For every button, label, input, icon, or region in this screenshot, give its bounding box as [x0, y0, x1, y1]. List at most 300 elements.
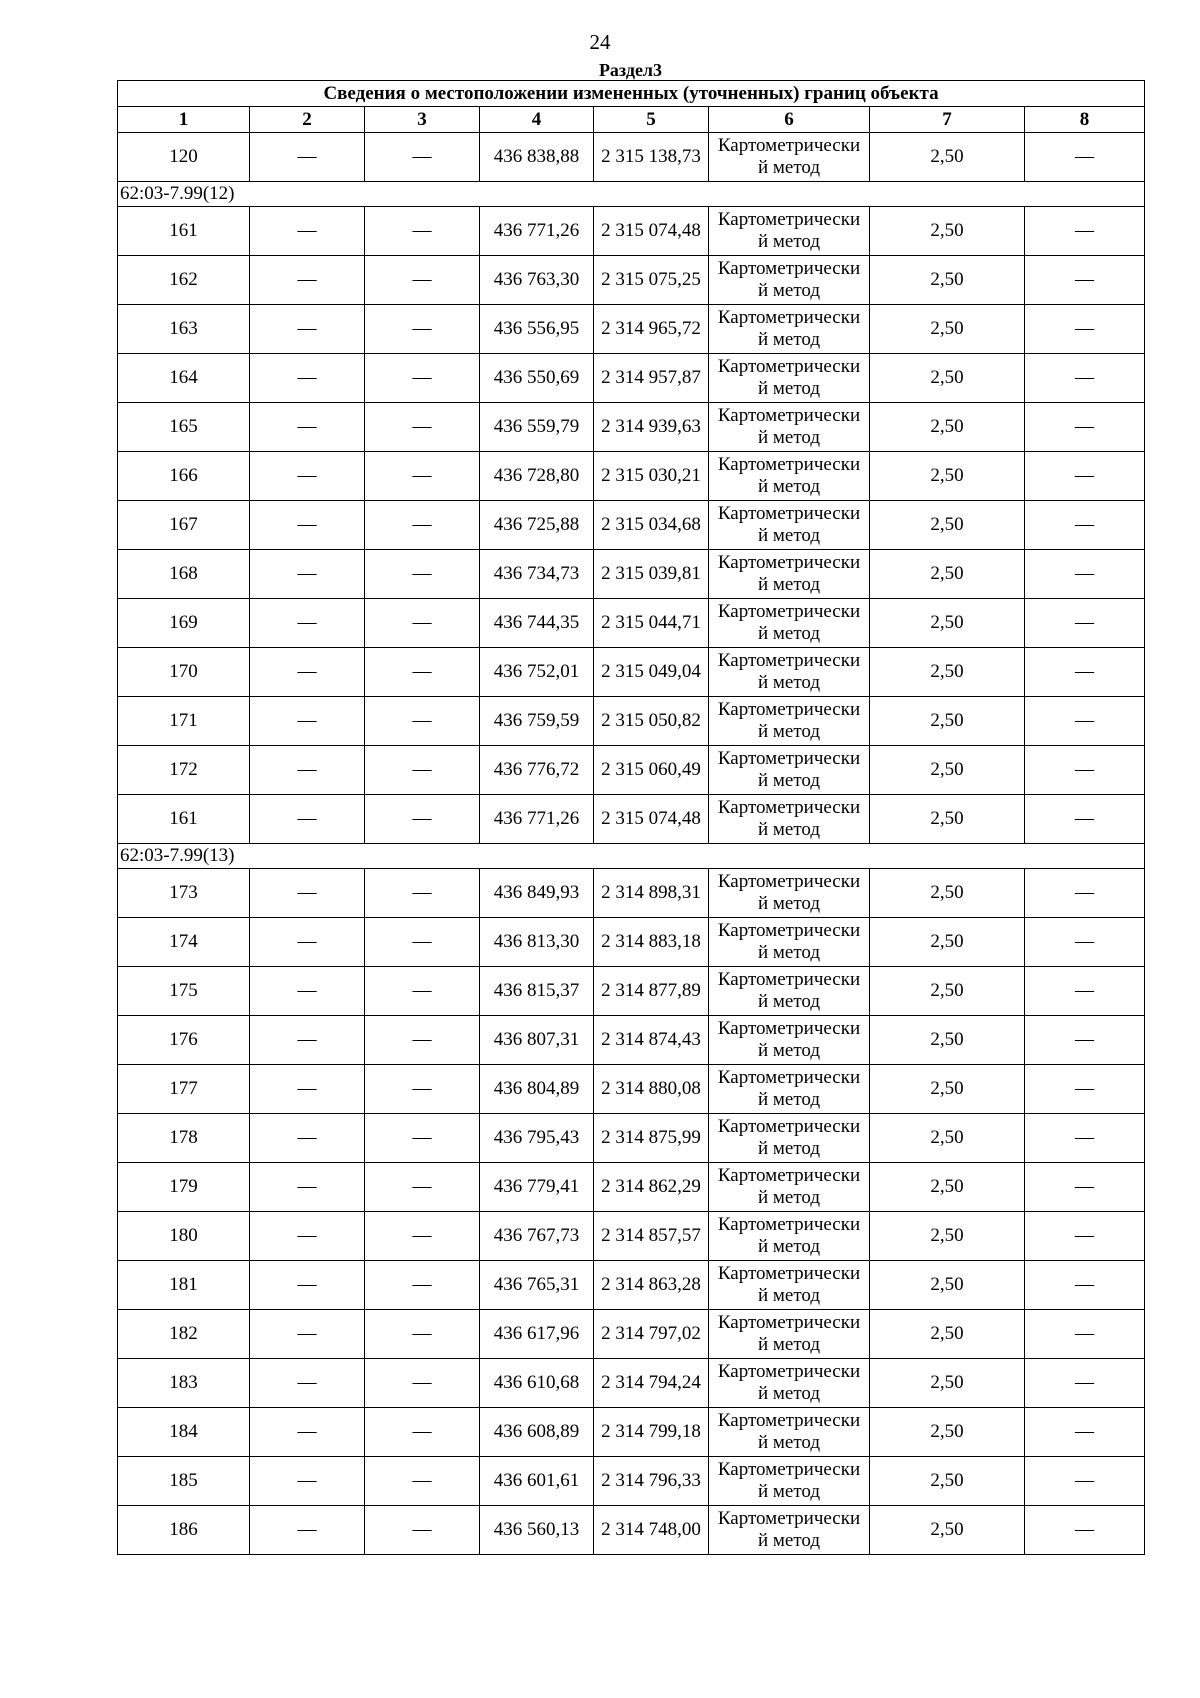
point-number: 174 — [118, 918, 250, 967]
col-2-value: — — [250, 1457, 365, 1506]
point-number: 186 — [118, 1506, 250, 1555]
point-number: 183 — [118, 1359, 250, 1408]
col-3-value: — — [365, 501, 480, 550]
header-col-7: 7 — [870, 107, 1025, 133]
table-row — [118, 1506, 1145, 1555]
accuracy-value: 2,50 — [870, 1359, 1025, 1408]
method-line-1: Картометрически — [717, 797, 861, 818]
table-row — [118, 550, 1145, 599]
point-number: 181 — [118, 1261, 250, 1310]
table-row — [118, 1016, 1145, 1065]
x-coordinate: 436 849,93 — [480, 869, 594, 918]
col-2-value: — — [250, 1163, 365, 1212]
table-row — [118, 354, 1145, 403]
point-number: 172 — [118, 746, 250, 795]
method-line-2: й метод — [757, 893, 821, 914]
col-2-value: — — [250, 967, 365, 1016]
point-number: 178 — [118, 1114, 250, 1163]
method-cell — [709, 207, 870, 256]
table-title-row — [118, 81, 1145, 107]
point-number: 185 — [118, 1457, 250, 1506]
method-line-1: Картометрически — [717, 871, 861, 892]
col-3-value: — — [365, 1065, 480, 1114]
col-8-value: — — [1025, 1114, 1145, 1163]
x-coordinate: 436 728,80 — [480, 452, 594, 501]
point-number: 182 — [118, 1310, 250, 1359]
method-line-2: й метод — [757, 1040, 821, 1061]
col-8-value: — — [1025, 133, 1145, 182]
y-coordinate: 2 314 863,28 — [594, 1261, 709, 1310]
method-cell — [709, 1359, 870, 1408]
col-2-value: — — [250, 550, 365, 599]
col-3-value: — — [365, 133, 480, 182]
col-3-value: — — [365, 403, 480, 452]
table-row — [118, 869, 1145, 918]
point-number: 169 — [118, 599, 250, 648]
accuracy-value: 2,50 — [870, 918, 1025, 967]
accuracy-value: 2,50 — [870, 403, 1025, 452]
col-8-value: — — [1025, 403, 1145, 452]
col-8-value: — — [1025, 1457, 1145, 1506]
method-line-2: й метод — [757, 1432, 821, 1453]
table-row — [118, 967, 1145, 1016]
accuracy-value: 2,50 — [870, 648, 1025, 697]
table-row — [118, 918, 1145, 967]
method-line-1: Картометрически — [717, 552, 861, 573]
method-cell — [709, 354, 870, 403]
accuracy-value: 2,50 — [870, 746, 1025, 795]
boundary-table — [117, 80, 1145, 1555]
col-2-value: — — [250, 305, 365, 354]
method-line-2: й метод — [757, 623, 821, 644]
col-8-value: — — [1025, 1408, 1145, 1457]
col-3-value: — — [365, 1310, 480, 1359]
header-col-3: 3 — [365, 107, 480, 133]
accuracy-value: 2,50 — [870, 697, 1025, 746]
col-3-value: — — [365, 354, 480, 403]
method-line-1: Картометрически — [717, 307, 861, 328]
x-coordinate: 436 771,26 — [480, 207, 594, 256]
x-coordinate: 436 765,31 — [480, 1261, 594, 1310]
method-cell — [709, 133, 870, 182]
table-row — [118, 1212, 1145, 1261]
accuracy-value: 2,50 — [870, 207, 1025, 256]
col-3-value: — — [365, 746, 480, 795]
method-cell — [709, 697, 870, 746]
header-col-1: 1 — [118, 107, 250, 133]
col-8-value: — — [1025, 795, 1145, 844]
point-number: 171 — [118, 697, 250, 746]
method-line-1: Картометрически — [717, 1018, 861, 1039]
y-coordinate: 2 314 799,18 — [594, 1408, 709, 1457]
accuracy-value: 2,50 — [870, 1408, 1025, 1457]
x-coordinate: 436 725,88 — [480, 501, 594, 550]
col-2-value: — — [250, 1114, 365, 1163]
point-number: 161 — [118, 795, 250, 844]
y-coordinate: 2 315 075,25 — [594, 256, 709, 305]
method-line-1: Картометрически — [717, 1214, 861, 1235]
point-number: 177 — [118, 1065, 250, 1114]
method-line-1: Картометрически — [717, 699, 861, 720]
method-line-1: Картометрически — [717, 1508, 861, 1529]
x-coordinate: 436 813,30 — [480, 918, 594, 967]
point-number: 173 — [118, 869, 250, 918]
header-row — [118, 107, 1145, 133]
col-3-value: — — [365, 967, 480, 1016]
x-coordinate: 436 556,95 — [480, 305, 594, 354]
table-row — [118, 599, 1145, 648]
method-line-1: Картометрически — [717, 1165, 861, 1186]
accuracy-value: 2,50 — [870, 452, 1025, 501]
col-2-value: — — [250, 207, 365, 256]
group-label: 62:03-7.99(13) — [118, 844, 1145, 869]
point-number: 175 — [118, 967, 250, 1016]
y-coordinate: 2 314 939,63 — [594, 403, 709, 452]
method-line-1: Картометрически — [717, 405, 861, 426]
col-3-value: — — [365, 1261, 480, 1310]
col-2-value: — — [250, 1506, 365, 1555]
x-coordinate: 436 807,31 — [480, 1016, 594, 1065]
method-line-2: й метод — [757, 1187, 821, 1208]
method-line-2: й метод — [757, 574, 821, 595]
col-8-value: — — [1025, 1212, 1145, 1261]
accuracy-value: 2,50 — [870, 305, 1025, 354]
accuracy-value: 2,50 — [870, 1310, 1025, 1359]
group-label: 62:03-7.99(12) — [118, 182, 1145, 207]
col-3-value: — — [365, 207, 480, 256]
table-row — [118, 697, 1145, 746]
table-row — [118, 1457, 1145, 1506]
method-line-2: й метод — [757, 476, 821, 497]
header-col-8: 8 — [1025, 107, 1145, 133]
y-coordinate: 2 314 862,29 — [594, 1163, 709, 1212]
col-2-value: — — [250, 697, 365, 746]
col-8-value: — — [1025, 501, 1145, 550]
method-line-1: Картометрически — [717, 969, 861, 990]
y-coordinate: 2 314 874,43 — [594, 1016, 709, 1065]
col-8-value: — — [1025, 599, 1145, 648]
point-number: 166 — [118, 452, 250, 501]
col-2-value: — — [250, 918, 365, 967]
col-2-value: — — [250, 501, 365, 550]
col-8-value: — — [1025, 1506, 1145, 1555]
method-line-1: Картометрически — [717, 1067, 861, 1088]
accuracy-value: 2,50 — [870, 1261, 1025, 1310]
method-line-2: й метод — [757, 672, 821, 693]
table-row — [118, 795, 1145, 844]
point-number: 180 — [118, 1212, 250, 1261]
accuracy-value: 2,50 — [870, 1212, 1025, 1261]
y-coordinate: 2 315 060,49 — [594, 746, 709, 795]
method-cell — [709, 1163, 870, 1212]
col-3-value: — — [365, 697, 480, 746]
col-2-value: — — [250, 1261, 365, 1310]
col-8-value: — — [1025, 1065, 1145, 1114]
method-cell — [709, 1310, 870, 1359]
method-cell — [709, 1457, 870, 1506]
col-2-value: — — [250, 256, 365, 305]
y-coordinate: 2 314 797,02 — [594, 1310, 709, 1359]
col-3-value: — — [365, 795, 480, 844]
col-8-value: — — [1025, 1359, 1145, 1408]
method-line-1: Картометрически — [717, 1312, 861, 1333]
method-cell — [709, 967, 870, 1016]
x-coordinate: 436 559,79 — [480, 403, 594, 452]
col-3-value: — — [365, 1212, 480, 1261]
col-2-value: — — [250, 1408, 365, 1457]
method-line-1: Картометрически — [717, 920, 861, 941]
point-number: 161 — [118, 207, 250, 256]
page-number: 24 — [589, 30, 611, 54]
method-line-1: Картометрически — [717, 454, 861, 475]
table-row — [118, 207, 1145, 256]
method-cell — [709, 501, 870, 550]
col-8-value: — — [1025, 354, 1145, 403]
method-line-1: Картометрически — [717, 503, 861, 524]
method-line-2: й метод — [757, 1530, 821, 1551]
point-number: 184 — [118, 1408, 250, 1457]
x-coordinate: 436 804,89 — [480, 1065, 594, 1114]
point-number: 176 — [118, 1016, 250, 1065]
x-coordinate: 436 779,41 — [480, 1163, 594, 1212]
y-coordinate: 2 314 880,08 — [594, 1065, 709, 1114]
method-line-2: й метод — [757, 231, 821, 252]
method-cell — [709, 1016, 870, 1065]
x-coordinate: 436 815,37 — [480, 967, 594, 1016]
col-8-value: — — [1025, 746, 1145, 795]
col-3-value: — — [365, 305, 480, 354]
col-2-value: — — [250, 746, 365, 795]
table-row — [118, 133, 1145, 182]
table-row — [118, 1310, 1145, 1359]
method-cell — [709, 746, 870, 795]
accuracy-value: 2,50 — [870, 869, 1025, 918]
header-col-6: 6 — [709, 107, 870, 133]
method-cell — [709, 452, 870, 501]
x-coordinate: 436 610,68 — [480, 1359, 594, 1408]
y-coordinate: 2 314 748,00 — [594, 1506, 709, 1555]
col-3-value: — — [365, 869, 480, 918]
method-line-2: й метод — [757, 1383, 821, 1404]
y-coordinate: 2 314 877,89 — [594, 967, 709, 1016]
point-number: 167 — [118, 501, 250, 550]
col-2-value: — — [250, 795, 365, 844]
point-number: 164 — [118, 354, 250, 403]
table-row — [118, 1114, 1145, 1163]
method-line-2: й метод — [757, 157, 821, 178]
y-coordinate: 2 315 034,68 — [594, 501, 709, 550]
method-cell — [709, 1065, 870, 1114]
method-line-1: Картометрически — [717, 1116, 861, 1137]
accuracy-value: 2,50 — [870, 133, 1025, 182]
method-cell — [709, 1212, 870, 1261]
col-2-value: — — [250, 1310, 365, 1359]
y-coordinate: 2 315 138,73 — [594, 133, 709, 182]
table-row — [118, 1163, 1145, 1212]
method-cell — [709, 1506, 870, 1555]
col-2-value: — — [250, 403, 365, 452]
method-line-2: й метод — [757, 1089, 821, 1110]
method-cell — [709, 1114, 870, 1163]
col-8-value: — — [1025, 207, 1145, 256]
col-8-value: — — [1025, 452, 1145, 501]
method-line-2: й метод — [757, 721, 821, 742]
method-line-1: Картометрически — [717, 1459, 861, 1480]
y-coordinate: 2 314 794,24 — [594, 1359, 709, 1408]
method-cell — [709, 599, 870, 648]
y-coordinate: 2 314 796,33 — [594, 1457, 709, 1506]
table-row — [118, 1261, 1145, 1310]
x-coordinate: 436 776,72 — [480, 746, 594, 795]
method-cell — [709, 869, 870, 918]
col-3-value: — — [365, 1016, 480, 1065]
x-coordinate: 436 608,89 — [480, 1408, 594, 1457]
col-2-value: — — [250, 354, 365, 403]
accuracy-value: 2,50 — [870, 599, 1025, 648]
table-row — [118, 452, 1145, 501]
point-number: 165 — [118, 403, 250, 452]
method-line-1: Картометрически — [717, 1410, 861, 1431]
y-coordinate: 2 315 074,48 — [594, 207, 709, 256]
method-cell — [709, 1408, 870, 1457]
table-row — [118, 648, 1145, 697]
table-row — [118, 403, 1145, 452]
accuracy-value: 2,50 — [870, 1114, 1025, 1163]
x-coordinate: 436 617,96 — [480, 1310, 594, 1359]
x-coordinate: 436 763,30 — [480, 256, 594, 305]
col-8-value: — — [1025, 550, 1145, 599]
point-number: 170 — [118, 648, 250, 697]
header-col-4: 4 — [480, 107, 594, 133]
col-3-value: — — [365, 550, 480, 599]
y-coordinate: 2 314 965,72 — [594, 305, 709, 354]
col-2-value: — — [250, 452, 365, 501]
group-label-row — [118, 182, 1145, 207]
accuracy-value: 2,50 — [870, 354, 1025, 403]
y-coordinate: 2 315 044,71 — [594, 599, 709, 648]
group-label-row — [118, 844, 1145, 869]
method-cell — [709, 550, 870, 599]
col-2-value: — — [250, 1212, 365, 1261]
method-line-2: й метод — [757, 427, 821, 448]
col-3-value: — — [365, 1408, 480, 1457]
accuracy-value: 2,50 — [870, 967, 1025, 1016]
col-3-value: — — [365, 256, 480, 305]
point-number: 120 — [118, 133, 250, 182]
method-line-1: Картометрически — [717, 748, 861, 769]
method-line-2: й метод — [757, 819, 821, 840]
x-coordinate: 436 744,35 — [480, 599, 594, 648]
x-coordinate: 436 759,59 — [480, 697, 594, 746]
col-2-value: — — [250, 869, 365, 918]
x-coordinate: 436 752,01 — [480, 648, 594, 697]
col-8-value: — — [1025, 1016, 1145, 1065]
col-2-value: — — [250, 648, 365, 697]
header-col-5: 5 — [594, 107, 709, 133]
method-line-2: й метод — [757, 942, 821, 963]
y-coordinate: 2 315 074,48 — [594, 795, 709, 844]
col-8-value: — — [1025, 1163, 1145, 1212]
x-coordinate: 436 601,61 — [480, 1457, 594, 1506]
method-line-2: й метод — [757, 1138, 821, 1159]
accuracy-value: 2,50 — [870, 550, 1025, 599]
col-3-value: — — [365, 599, 480, 648]
col-8-value: — — [1025, 1261, 1145, 1310]
method-line-2: й метод — [757, 280, 821, 301]
col-2-value: — — [250, 133, 365, 182]
y-coordinate: 2 314 883,18 — [594, 918, 709, 967]
method-line-1: Картометрически — [717, 1361, 861, 1382]
col-8-value: — — [1025, 648, 1145, 697]
table-row — [118, 1065, 1145, 1114]
table-title: Сведения о местоположении измененных (уточненных) границ объекта — [118, 81, 1145, 107]
col-8-value: — — [1025, 918, 1145, 967]
method-line-2: й метод — [757, 1236, 821, 1257]
method-cell — [709, 403, 870, 452]
col-8-value: — — [1025, 697, 1145, 746]
table-row — [118, 1408, 1145, 1457]
col-8-value: — — [1025, 1310, 1145, 1359]
x-coordinate: 436 838,88 — [480, 133, 594, 182]
method-line-2: й метод — [757, 1334, 821, 1355]
x-coordinate: 436 771,26 — [480, 795, 594, 844]
col-3-value: — — [365, 918, 480, 967]
col-3-value: — — [365, 452, 480, 501]
col-3-value: — — [365, 1114, 480, 1163]
x-coordinate: 436 734,73 — [480, 550, 594, 599]
col-3-value: — — [365, 1506, 480, 1555]
x-coordinate: 436 795,43 — [480, 1114, 594, 1163]
col-8-value: — — [1025, 305, 1145, 354]
table-row — [118, 746, 1145, 795]
col-3-value: — — [365, 1359, 480, 1408]
point-number: 179 — [118, 1163, 250, 1212]
accuracy-value: 2,50 — [870, 795, 1025, 844]
x-coordinate: 436 550,69 — [480, 354, 594, 403]
table-row — [118, 1359, 1145, 1408]
point-number: 163 — [118, 305, 250, 354]
table-row — [118, 256, 1145, 305]
method-line-1: Картометрически — [717, 135, 861, 156]
accuracy-value: 2,50 — [870, 1065, 1025, 1114]
method-line-1: Картометрически — [717, 1263, 861, 1284]
y-coordinate: 2 315 050,82 — [594, 697, 709, 746]
accuracy-value: 2,50 — [870, 256, 1025, 305]
accuracy-value: 2,50 — [870, 1457, 1025, 1506]
method-line-2: й метод — [757, 770, 821, 791]
method-cell — [709, 795, 870, 844]
accuracy-value: 2,50 — [870, 501, 1025, 550]
y-coordinate: 2 314 898,31 — [594, 869, 709, 918]
method-line-2: й метод — [757, 1481, 821, 1502]
y-coordinate: 2 314 875,99 — [594, 1114, 709, 1163]
col-2-value: — — [250, 1359, 365, 1408]
method-line-1: Картометрически — [717, 258, 861, 279]
method-cell — [709, 918, 870, 967]
method-line-1: Картометрически — [717, 601, 861, 622]
col-3-value: — — [365, 1457, 480, 1506]
method-cell — [709, 256, 870, 305]
section-label: Раздел3 — [598, 60, 663, 80]
accuracy-value: 2,50 — [870, 1506, 1025, 1555]
accuracy-value: 2,50 — [870, 1163, 1025, 1212]
x-coordinate: 436 560,13 — [480, 1506, 594, 1555]
accuracy-value: 2,50 — [870, 1016, 1025, 1065]
col-8-value: — — [1025, 256, 1145, 305]
method-line-2: й метод — [757, 525, 821, 546]
table-row — [118, 501, 1145, 550]
col-2-value: — — [250, 1065, 365, 1114]
